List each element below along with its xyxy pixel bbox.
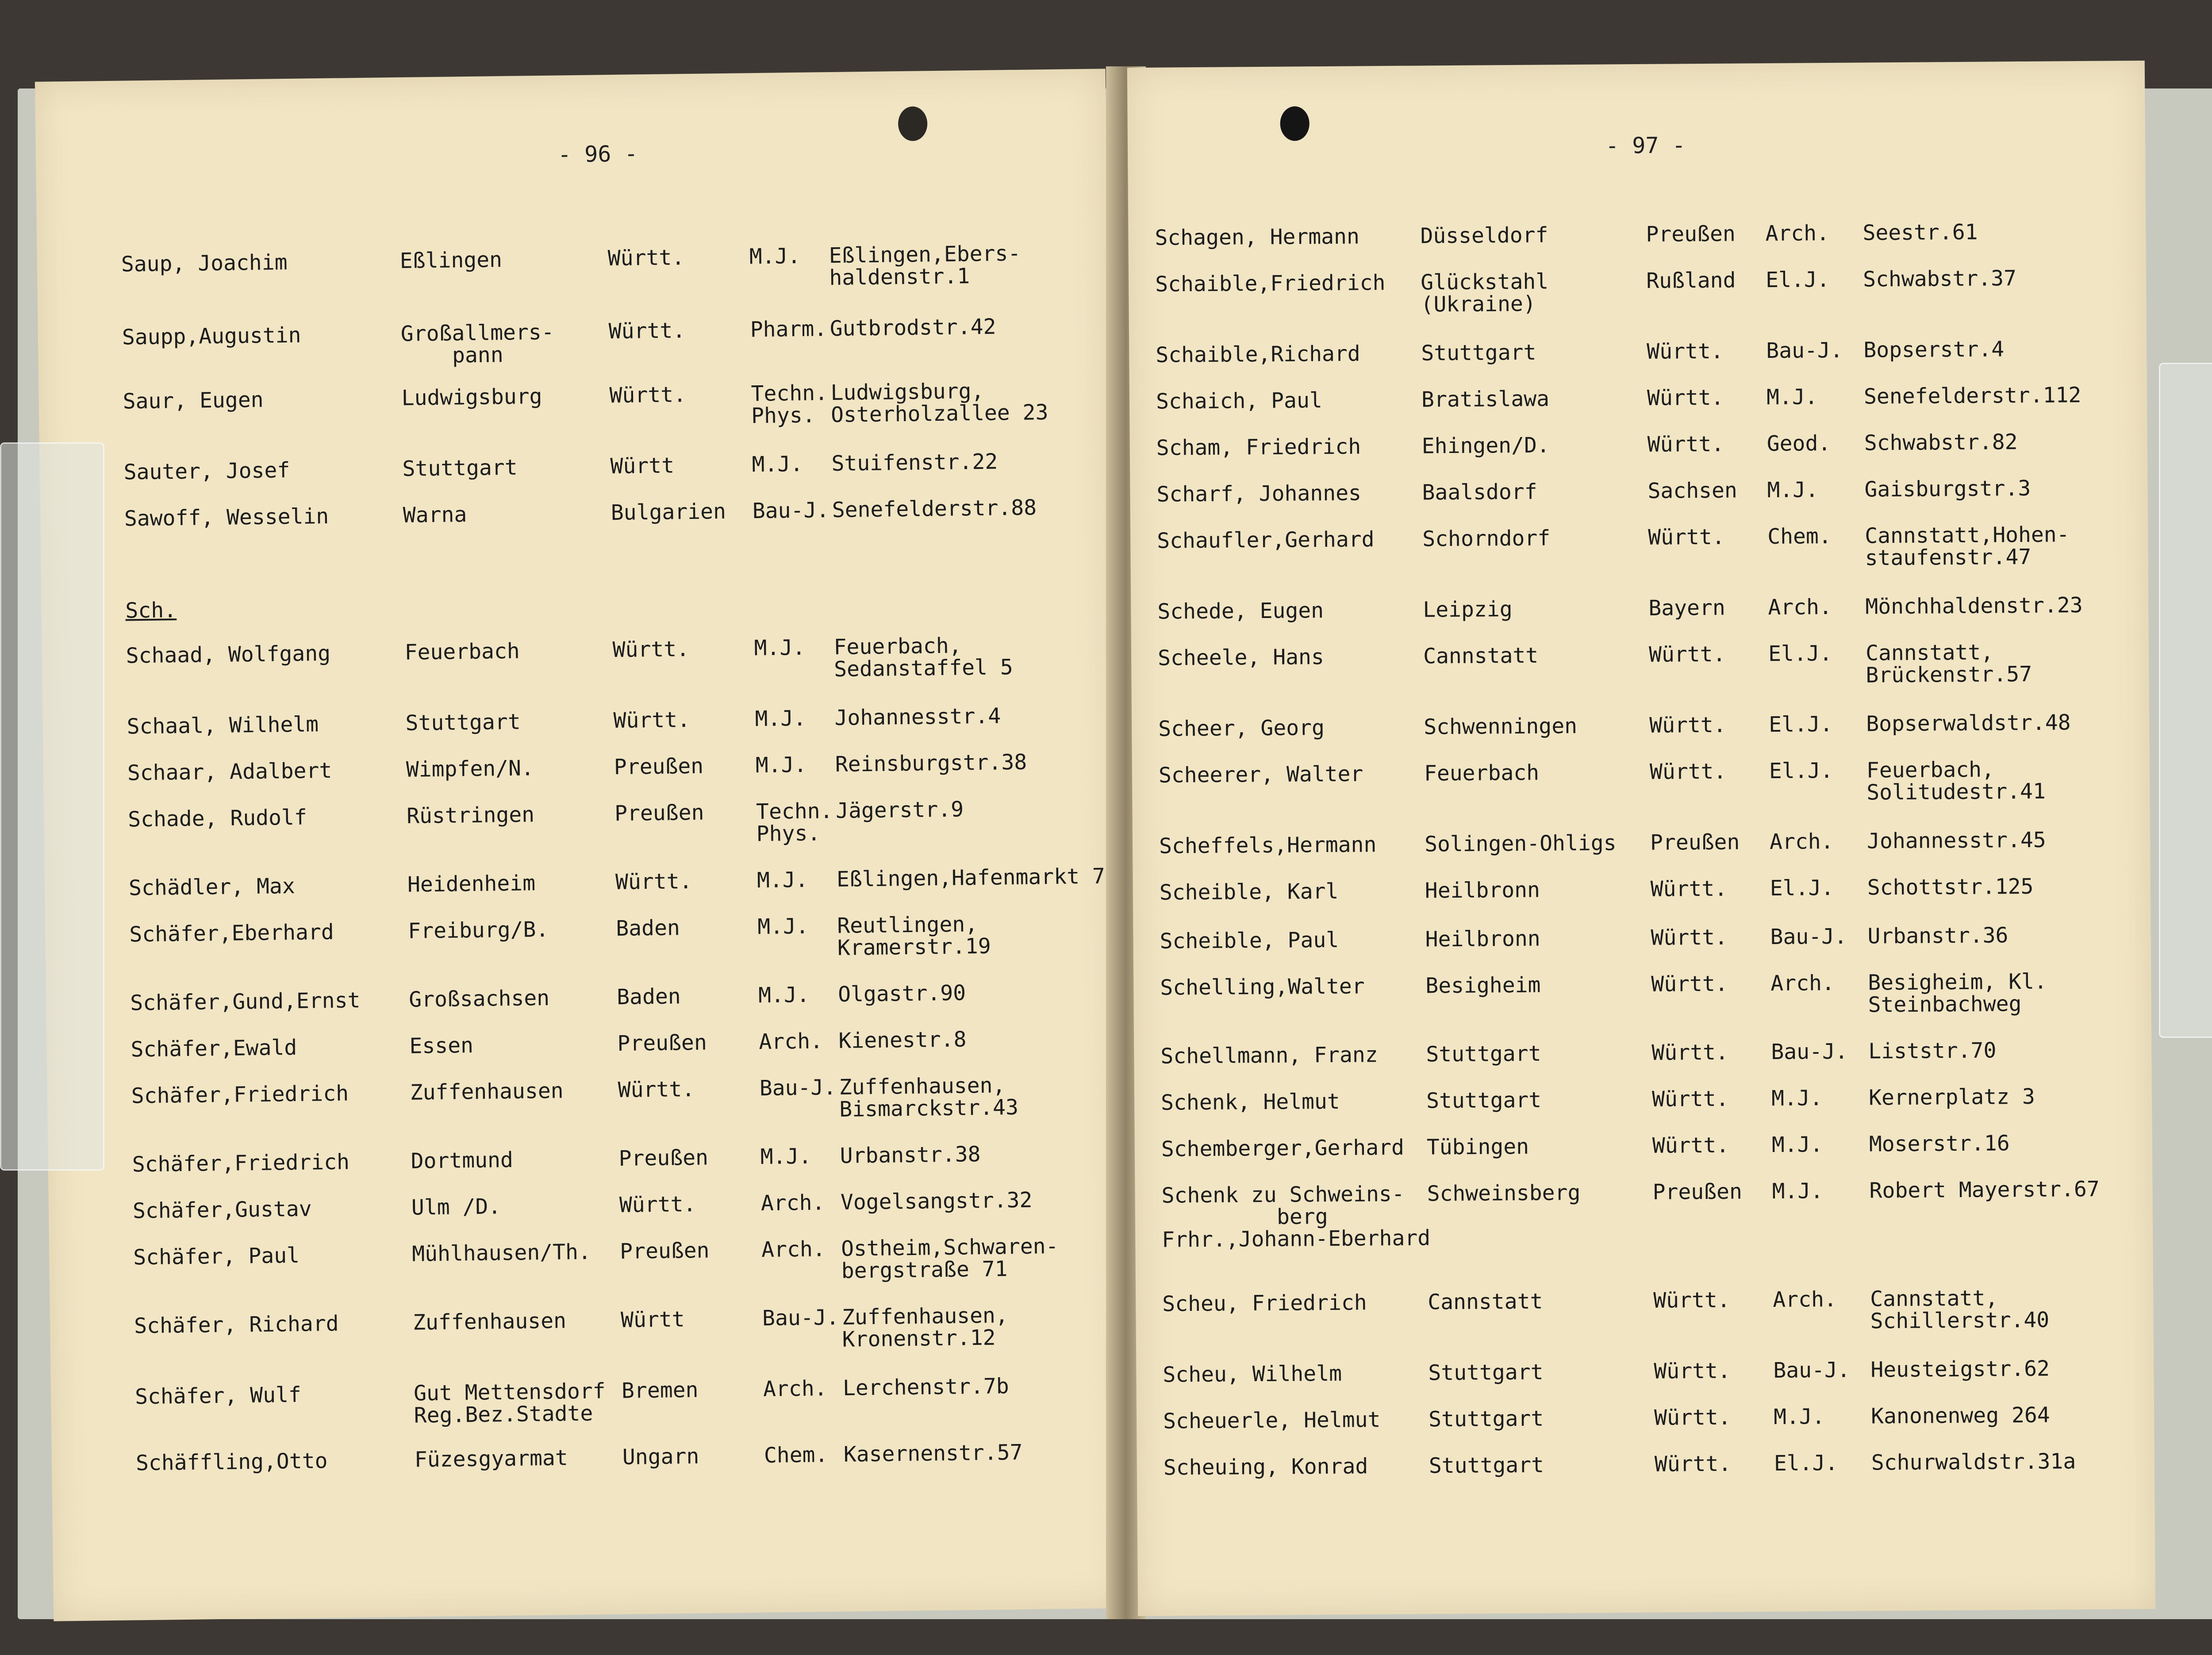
- entry-state: Württ: [620, 1307, 685, 1332]
- entry-faculty: M.J.: [1771, 1086, 1823, 1111]
- entry-state: Württ.: [1649, 759, 1727, 784]
- entry-address: Besigheim, Kl. Steinbachweg: [1868, 969, 2047, 1018]
- entry-faculty: Arch.: [1773, 1286, 1837, 1312]
- entry-birthplace: Baalsdorf: [1422, 479, 1537, 505]
- list-item: [40, 495, 1111, 531]
- entry-name: Scheele, Hans: [1157, 644, 1325, 671]
- entry-address: Lerchenstr.7b: [842, 1374, 1010, 1401]
- page-number: - 96 -: [557, 141, 638, 168]
- entry-state: Württ.: [1654, 1405, 1731, 1430]
- entry-state: Ungarn: [622, 1444, 699, 1470]
- entry-address: Kernerplatz 3: [1868, 1084, 2035, 1110]
- right-page: [1127, 61, 2155, 1616]
- list-item: [1136, 1286, 2153, 1334]
- entry-state: Württ.: [619, 1191, 696, 1217]
- entry-name: Scharf, Johannes: [1156, 480, 1362, 507]
- entry-state: Preußen: [614, 753, 704, 780]
- entry-address: Eßlingen,Hafenmarkt 7: [836, 864, 1106, 892]
- list-item: [1128, 219, 2146, 250]
- entry-name: Scheuerle, Helmut: [1163, 1407, 1381, 1434]
- entry-birthplace: Gut Mettensdorf Reg.Bez.Stadte: [413, 1379, 606, 1428]
- entry-state: Preußen: [617, 1030, 707, 1056]
- entry-state: Preußen: [1650, 829, 1740, 855]
- entry-faculty: Arch.: [763, 1376, 827, 1402]
- list-item: [52, 1440, 1122, 1476]
- list-item: [51, 1374, 1121, 1428]
- list-item: [1134, 1084, 2152, 1115]
- list-item: [1137, 1449, 2154, 1480]
- entry-faculty: El.J.: [1769, 758, 1833, 783]
- list-item: [1133, 874, 2151, 905]
- entry-birthplace: Stuttgart: [1429, 1452, 1544, 1478]
- entry-address: Gutbrodstr.42: [830, 314, 996, 341]
- entry-state: Preußen: [1646, 221, 1736, 247]
- entry-address: Zuffenhausen, Kronenstr.12: [841, 1303, 1009, 1352]
- entry-birthplace: Zuffenhausen: [410, 1078, 564, 1105]
- list-item: [1130, 476, 2147, 507]
- list-item: [1133, 827, 2150, 859]
- entry-faculty: Bau-J.: [752, 498, 830, 524]
- entry-birthplace: Ehingen/D.: [1421, 433, 1550, 459]
- entry-faculty: El.J.: [1774, 1450, 1838, 1476]
- entry-address: Bopserstr.4: [1863, 337, 2005, 363]
- entry-address: Olgastr.90: [837, 980, 966, 1007]
- entry-name: Schäfer,Eberhard: [129, 919, 334, 947]
- entry-name: Schäfer, Wulf: [134, 1382, 302, 1409]
- entry-name: Saur, Eugen: [123, 387, 264, 414]
- list-item: [37, 241, 1108, 291]
- list-item: [44, 796, 1114, 847]
- entry-name: Schäfer,Gund,Ernst: [130, 988, 361, 1016]
- entry-faculty: M.J.: [1772, 1179, 1824, 1204]
- entry-address: Ostheim,Schwaren- bergstraße 71: [841, 1233, 1059, 1283]
- entry-faculty: El.J.: [1770, 875, 1834, 901]
- entry-name: Schade, Rudolf: [127, 805, 307, 832]
- entry-name: Schaible,Friedrich: [1155, 270, 1386, 297]
- entry-address: Senefelderstr.112: [1863, 383, 2081, 409]
- entry-name: Scheible, Karl: [1159, 879, 1339, 905]
- entry-faculty: Geod.: [1767, 430, 1831, 456]
- list-item: [1135, 1131, 2152, 1162]
- entry-state: Württ.: [1653, 1287, 1730, 1313]
- entry-faculty: M.J.: [758, 982, 810, 1008]
- entry-name: Schaich, Paul: [1156, 388, 1322, 414]
- entry-name: Schaufler,Gerhard: [1157, 527, 1375, 553]
- entry-state: Württ.: [1651, 1086, 1729, 1112]
- list-item: [1136, 1356, 2154, 1387]
- entry-state: Württ.: [1654, 1451, 1732, 1477]
- entry-faculty: Bau-J.: [762, 1305, 839, 1331]
- entry-state: Württ.: [1651, 925, 1728, 950]
- list-item: [48, 1141, 1118, 1177]
- entry-address: Ludwigsburg, Osterholzallee 23: [830, 378, 1048, 427]
- entry-address: Vogelsangstr.32: [840, 1187, 1033, 1215]
- entry-birthplace: Cannstatt: [1423, 643, 1539, 669]
- entry-list: [35, 69, 1124, 1621]
- page-clip-left: [0, 442, 104, 1171]
- entry-address: Cannstatt,Hohen- staufenstr.47: [1865, 522, 2070, 571]
- entry-birthplace: Eßlingen: [399, 247, 503, 273]
- entry-address: Urbanstr.38: [840, 1141, 981, 1168]
- entry-faculty: Techn. Phys.: [751, 380, 828, 429]
- entry-state: Württ.: [615, 868, 692, 895]
- entry-name: Schaal, Wilhelm: [127, 712, 319, 739]
- entry-faculty: M.J.: [752, 451, 803, 477]
- entry-faculty: Pharm.: [750, 316, 827, 342]
- list-item: [38, 378, 1109, 429]
- list-item: [1135, 1176, 2152, 1252]
- entry-faculty: Arch.: [759, 1029, 823, 1055]
- entry-birthplace: Freiburg/B.: [408, 917, 549, 944]
- entry-name: Saup, Joachim: [121, 250, 288, 277]
- entry-birthplace: Heilbronn: [1425, 926, 1540, 952]
- entry-list: [1127, 61, 2155, 1616]
- entry-birthplace: Bratislawa: [1421, 386, 1550, 412]
- list-item: [1132, 710, 2149, 741]
- entry-faculty: Chem.: [764, 1442, 828, 1468]
- entry-address: Reutlingen, Kramerstr.19: [837, 912, 991, 960]
- entry-address: Reinsburgstr.38: [835, 749, 1027, 777]
- list-item: [45, 864, 1115, 901]
- entry-address: Schwabstr.37: [1863, 266, 2017, 292]
- entry-state: Württ.: [609, 382, 687, 408]
- list-item: [45, 911, 1116, 960]
- entry-birthplace: Heilbronn: [1425, 877, 1540, 903]
- entry-name: Schäffling,Otto: [135, 1448, 328, 1476]
- entry-faculty: Bau-J.: [759, 1075, 837, 1101]
- entry-birthplace: Mühlhausen/Th.: [411, 1239, 591, 1267]
- entry-birthplace: Leipzig: [1423, 597, 1513, 622]
- entry-name: Schenk zu Schweins- berg Frhr.,Johann-Eberhard: [1161, 1181, 1431, 1252]
- entry-name: Schagen, Hermann: [1155, 224, 1360, 250]
- entry-state: Baden: [615, 915, 680, 941]
- entry-faculty: M.J.: [755, 706, 806, 732]
- entry-address: Heusteigstr.62: [1870, 1356, 2050, 1382]
- entry-name: Scham, Friedrich: [1156, 434, 1361, 461]
- entry-name: Schäfer,Gustav: [132, 1196, 312, 1224]
- entry-name: Schäfer, Richard: [134, 1311, 339, 1339]
- entry-state: Preußen: [614, 800, 704, 826]
- list-item: [43, 749, 1114, 786]
- entry-address: Mönchhaldenstr.23: [1865, 593, 2083, 619]
- list-item: [39, 449, 1110, 485]
- entry-state: Württ.: [1648, 641, 1726, 667]
- entry-address: Kanonenweg 264: [1870, 1402, 2050, 1429]
- entry-address: Johannesstr.45: [1866, 827, 2046, 854]
- entry-state: Württ.: [1648, 524, 1725, 550]
- entry-state: Württ.: [608, 318, 686, 344]
- entry-address: Johannesstr.4: [834, 703, 1001, 730]
- entry-faculty: Arch.: [1768, 594, 1832, 620]
- entry-state: Württ.: [618, 1076, 695, 1102]
- entry-birthplace: Dortmund: [411, 1147, 514, 1174]
- entry-state: Württ.: [613, 707, 691, 733]
- entry-name: Scheffels,Hermann: [1159, 832, 1377, 859]
- entry-name: Schädler, Max: [128, 873, 296, 901]
- left-page: [35, 69, 1124, 1621]
- entry-address: Kasernenstr.57: [843, 1440, 1023, 1467]
- list-item: [49, 1187, 1119, 1224]
- list-item: [49, 1233, 1120, 1283]
- entry-name: Schäfer,Ewald: [131, 1035, 297, 1062]
- entry-birthplace: Rüstringen: [406, 802, 535, 829]
- entry-name: Schaible,Richard: [1156, 341, 1360, 368]
- entry-faculty: Techn. Phys.: [756, 799, 833, 847]
- entry-name: Schäfer, Paul: [133, 1243, 300, 1270]
- entry-state: Sachsen: [1647, 478, 1738, 503]
- section-heading: Sch.: [125, 598, 177, 623]
- page-number: - 97 -: [1605, 132, 1686, 159]
- entry-state: Rußland: [1646, 268, 1736, 293]
- entry-faculty: El.J.: [1769, 711, 1833, 737]
- entry-name: Scheible, Paul: [1160, 927, 1339, 954]
- entry-faculty: Bau-J.: [1770, 924, 1847, 949]
- entry-state: Württ.: [1647, 385, 1724, 411]
- entry-faculty: Bau-J.: [1773, 1357, 1850, 1383]
- entry-address: Cannstatt, Schillerstr.40: [1870, 1286, 2050, 1334]
- entry-state: Württ.: [1650, 876, 1728, 902]
- list-item: [1132, 757, 2150, 805]
- entry-birthplace: Cannstatt: [1428, 1289, 1543, 1315]
- entry-address: Cannstatt, Brückenstr.57: [1865, 640, 2032, 688]
- entry-birthplace: Füzesgyarmat: [414, 1445, 568, 1472]
- entry-birthplace: Stuttgart: [1426, 1087, 1542, 1114]
- entry-faculty: Arch.: [760, 1190, 825, 1216]
- entry-address: Moserstr.16: [1869, 1131, 2010, 1157]
- entry-birthplace: Tübingen: [1426, 1134, 1529, 1160]
- entry-state: Preußen: [618, 1145, 709, 1171]
- list-item: [1134, 1038, 2151, 1069]
- entry-state: Württ.: [1647, 338, 1724, 364]
- entry-faculty: M.J.: [755, 752, 807, 778]
- entry-faculty: Arch.: [761, 1236, 826, 1263]
- entry-address: Seestr.61: [1863, 219, 1978, 246]
- entry-address: Schottstr.125: [1867, 874, 2034, 900]
- entry-state: Württ.: [1647, 431, 1724, 457]
- entry-birthplace: Stuttgart: [1426, 1041, 1541, 1067]
- entry-faculty: Arch.: [1765, 221, 1830, 246]
- list-item: [1130, 430, 2147, 461]
- entry-faculty: M.J.: [757, 914, 809, 940]
- list-item: [46, 980, 1117, 1016]
- list-item: [42, 703, 1113, 739]
- entry-birthplace: Ulm /D.: [411, 1194, 501, 1220]
- list-item: [38, 314, 1109, 369]
- list-item: [1133, 969, 2151, 1018]
- entry-address: Gaisburgstr.3: [1864, 476, 2031, 502]
- entry-state: Württ.: [1649, 712, 1726, 738]
- entry-birthplace: Großallmers- pann: [400, 319, 554, 369]
- entry-faculty: El.J.: [1766, 267, 1830, 293]
- list-item: [50, 1303, 1121, 1352]
- entry-birthplace: Zuffenhausen: [412, 1308, 567, 1335]
- list-item: [1131, 593, 2148, 624]
- entry-birthplace: Glückstahl (Ukraine): [1421, 269, 1549, 317]
- entry-state: Preußen: [619, 1238, 710, 1264]
- list-item: [1131, 640, 2149, 688]
- entry-state: Preußen: [1652, 1179, 1743, 1205]
- entry-name: Schenk, Helmut: [1160, 1089, 1340, 1115]
- entry-birthplace: Stuttgart: [1421, 340, 1536, 366]
- entry-faculty: M.J.: [1766, 384, 1818, 410]
- list-item: [42, 633, 1112, 682]
- entry-address: Stuifenstr.22: [831, 449, 998, 476]
- entry-address: Liststr.70: [1868, 1038, 1997, 1064]
- entry-faculty: M.J.: [1773, 1404, 1825, 1429]
- entry-faculty: Arch.: [1769, 829, 1834, 854]
- entry-state: Württ.: [1654, 1358, 1731, 1384]
- entry-address: Robert Mayerstr.67: [1869, 1176, 2100, 1203]
- entry-address: Jägerstr.9: [835, 797, 964, 823]
- list-item: [1137, 1402, 2154, 1434]
- list-item: [1130, 522, 2148, 571]
- entry-address: Schurwaldstr.31a: [1871, 1449, 2076, 1475]
- entry-birthplace: Großsachsen: [408, 985, 550, 1012]
- entry-birthplace: Stuttgart: [402, 455, 518, 481]
- list-item: [1129, 266, 2146, 317]
- entry-birthplace: Düsseldorf: [1420, 223, 1548, 249]
- entry-birthplace: Stuttgart: [1428, 1406, 1544, 1432]
- entry-name: Schede, Eugen: [1157, 598, 1324, 624]
- entry-name: Sauter, Josef: [123, 457, 290, 485]
- page-clip-right: [2159, 363, 2212, 1038]
- entry-name: Saupp,Augustin: [122, 323, 301, 350]
- list-item: [47, 1073, 1118, 1122]
- entry-faculty: Chem.: [1767, 523, 1832, 549]
- entry-state: Württ.: [1651, 971, 1728, 997]
- entry-birthplace: Schwenningen: [1424, 714, 1578, 740]
- entry-birthplace: Solingen-Ohligs: [1424, 830, 1617, 857]
- entry-name: Scheu, Friedrich: [1162, 1290, 1367, 1317]
- entry-name: Schäfer,Friedrich: [132, 1149, 350, 1177]
- entry-name: Schaar, Adalbert: [127, 758, 332, 786]
- entry-state: Baden: [616, 984, 681, 1010]
- entry-address: Kienestr.8: [838, 1027, 967, 1053]
- entry-faculty: M.J.: [1767, 477, 1819, 503]
- entry-faculty: Arch.: [1770, 970, 1835, 996]
- entry-faculty: M.J.: [1771, 1132, 1823, 1157]
- entry-state: Bulgarien: [611, 499, 726, 526]
- entry-faculty: Bau-J.: [1766, 338, 1843, 364]
- list-item: [46, 1026, 1117, 1062]
- entry-birthplace: Wimpfen/N.: [406, 756, 534, 782]
- entry-name: Schaad, Wolfgang: [126, 641, 331, 668]
- entry-address: Feuerbach, Sedanstaffel 5: [833, 633, 1014, 682]
- entry-name: Schelling,Walter: [1160, 974, 1365, 1000]
- entry-state: Bremen: [621, 1377, 699, 1403]
- entry-birthplace: Schorndorf: [1422, 526, 1551, 552]
- entry-faculty: Bau-J.: [1771, 1039, 1848, 1064]
- entry-name: Sawoff, Wesselin: [124, 503, 329, 531]
- entry-birthplace: Ludwigsburg: [401, 384, 542, 411]
- entry-name: Scheuing, Konrad: [1163, 1454, 1368, 1480]
- entry-address: Senefelderstr.88: [832, 495, 1037, 522]
- entry-address: Eßlingen,Ebers- haldenstr.1: [829, 241, 1021, 291]
- entry-faculty: El.J.: [1768, 641, 1832, 666]
- list-item: [1129, 337, 2147, 368]
- list-item: [1133, 923, 2151, 954]
- entry-state: Württ.: [607, 245, 685, 271]
- entry-birthplace: Besigheim: [1425, 972, 1541, 998]
- entry-faculty: M.J.: [757, 867, 808, 893]
- entry-name: Scheerer, Walter: [1158, 761, 1363, 788]
- entry-address: Bopserwaldstr.48: [1866, 710, 2071, 737]
- entry-address: Zuffenhausen, Bismarckstr.43: [839, 1073, 1019, 1122]
- entry-name: Scheu, Wilhelm: [1163, 1361, 1342, 1387]
- entry-birthplace: Feuerbach: [1424, 760, 1540, 786]
- entry-address: Urbanstr.36: [1867, 923, 2008, 949]
- entry-address: Schwabstr.82: [1864, 430, 2018, 456]
- entry-birthplace: Stuttgart: [405, 709, 521, 736]
- entry-faculty: M.J.: [749, 243, 801, 269]
- list-item: [1129, 383, 2147, 414]
- entry-address: Feuerbach, Solitudestr.41: [1866, 757, 2046, 805]
- entry-state: Bayern: [1648, 595, 1725, 621]
- entry-state: Württ.: [1651, 1040, 1728, 1065]
- entry-name: Scheer, Georg: [1158, 715, 1325, 741]
- entry-birthplace: Heidenheim: [407, 871, 536, 897]
- entry-birthplace: Stuttgart: [1428, 1359, 1544, 1386]
- entry-birthplace: Essen: [409, 1033, 474, 1059]
- entry-birthplace: Warna: [403, 502, 467, 528]
- entry-name: Schellmann, Franz: [1160, 1042, 1378, 1069]
- entry-name: Schäfer,Friedrich: [131, 1081, 349, 1109]
- entry-faculty: M.J.: [760, 1144, 812, 1170]
- entry-name: Schemberger,Gerhard: [1161, 1135, 1405, 1162]
- entry-state: Württ: [610, 453, 675, 479]
- entry-state: Württ.: [612, 636, 690, 663]
- entry-faculty: M.J.: [754, 635, 806, 661]
- entry-birthplace: Schweinsberg: [1427, 1180, 1581, 1206]
- entry-state: Württ.: [1652, 1133, 1729, 1158]
- entry-birthplace: Feuerbach: [404, 638, 520, 665]
